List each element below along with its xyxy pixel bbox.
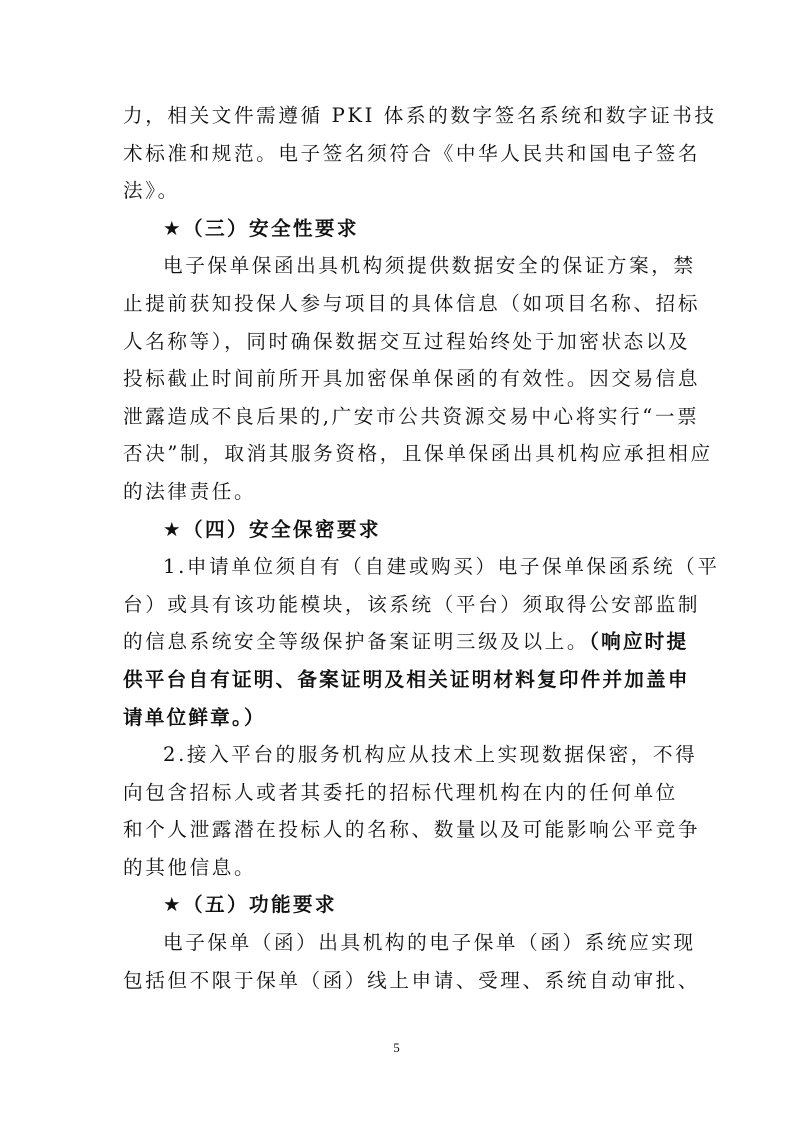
paragraph-line: 否决”制，取消其服务资格，且保单保函出具机构应承担相应 (123, 442, 713, 466)
paragraph-line: 术标准和规范。电子签名须符合《中华人民共和国电子签名 (123, 141, 701, 165)
paragraph-line: 台）或具有该功能模块，该系统（平台）须取得公安部监制 (123, 592, 701, 616)
section-heading-function: ★（五）功能要求 (163, 893, 337, 917)
paragraph-line (123, 623, 689, 661)
paragraph-line: 包括但不限于保单（函）线上申请、受理、系统自动审批、 (123, 968, 701, 992)
paragraph-line: 和个人泄露潜在投标人的名称、数量以及可能影响公平竞争 (123, 818, 701, 842)
paragraph-line: 电子保单（函）出具机构的电子保单（函）系统应实现 (163, 931, 696, 955)
paragraph-line: 投标截止时间前所开具加密保单保函的有效性。因交易信息 (123, 367, 701, 391)
paragraph-line: 人名称等），同时确保数据交互过程始终处于加密状态以及 (123, 329, 691, 353)
bold-requirement-text: （响应时提 (589, 630, 689, 654)
paragraph-line: 泄露造成不良后果的,广安市公共资源交易中心将实行“一票 (123, 404, 700, 428)
page-number: 5 (393, 1040, 400, 1055)
bold-requirement-line: 供平台自有证明、备案证明及相关证明材料复印件并加盖申 (123, 667, 690, 691)
paragraph-text: 的信息系统安全等级保护备案证明三级及以上。 (123, 630, 590, 654)
paragraph-line: 2.接入平台的服务机构应从技术上实现数据保密，不得 (163, 743, 698, 767)
paragraph-line: 电子保单保函出具机构须提供数据安全的保证方案，禁 (163, 254, 696, 278)
paragraph-line: 的其他信息。 (123, 855, 257, 879)
bold-requirement-line: 请单位鲜章。） (123, 705, 266, 729)
paragraph-line: 1.申请单位须自有（自建或购买）电子保单保函系统（平 (163, 555, 720, 579)
document-body (123, 97, 720, 999)
paragraph-line: 止提前获知投保人参与项目的具体信息（如项目名称、招标 (123, 291, 701, 315)
paragraph-line: 的法律责任。 (123, 479, 257, 503)
paragraph-line: 力，相关文件需遵循 PKI 体系的数字签名系统和数字证书技 (123, 104, 717, 127)
section-heading-security: ★（三）安全性要求 (163, 216, 359, 240)
paragraph-line: 法》。 (123, 179, 180, 203)
section-heading-confidentiality: ★（四）安全保密要求 (163, 517, 381, 541)
paragraph-line: 向包含招标人或者其委托的招标代理机构在内的任何单位 (123, 780, 678, 804)
